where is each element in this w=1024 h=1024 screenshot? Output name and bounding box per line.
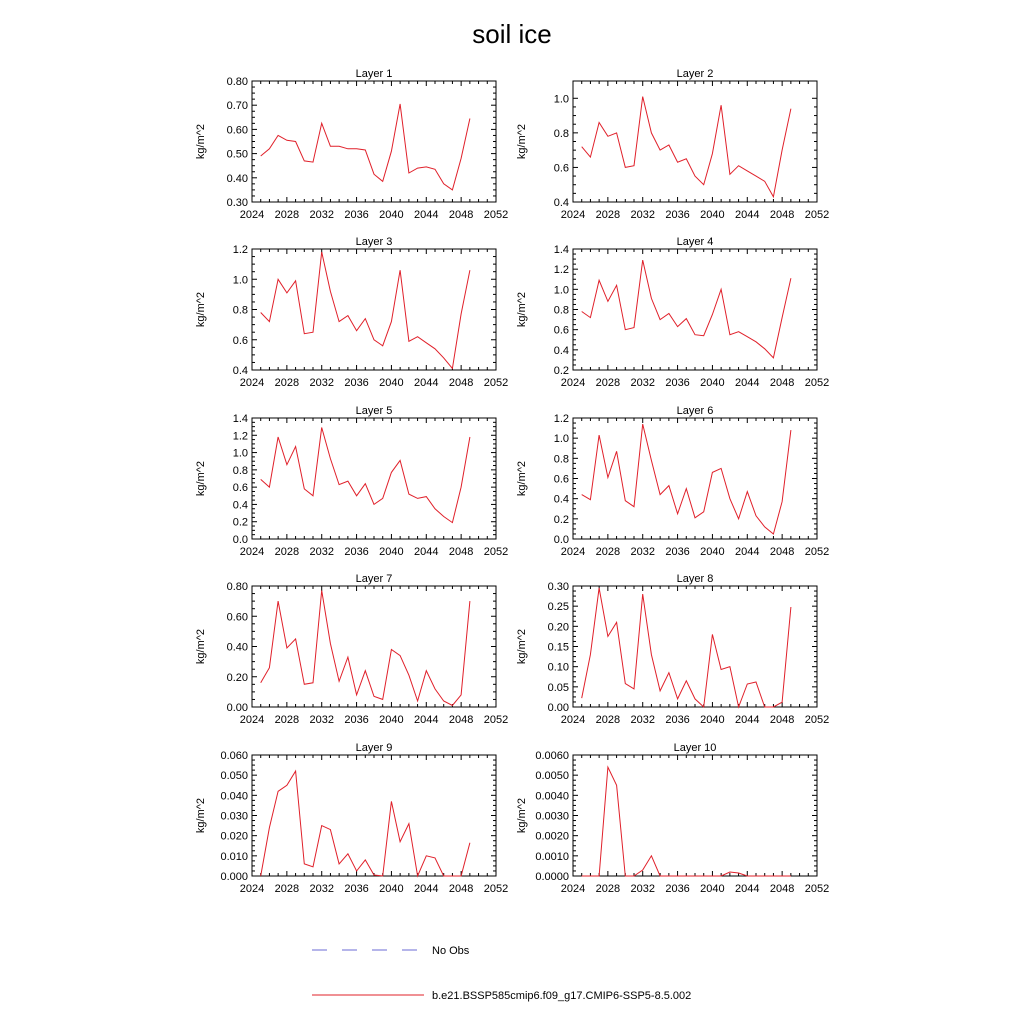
layer-9-xtick-label: 2036 (344, 883, 369, 895)
layer-6-ytick-label: 1.0 (553, 433, 569, 446)
layer-8-xtick-label: 2048 (769, 714, 795, 726)
layer-5-ytick-label: 1.0 (232, 447, 248, 460)
layer-1-xtick-label: 2024 (239, 209, 265, 221)
layer-7-xtick-label: 2052 (483, 714, 509, 726)
layer-9-ytick-label: 0.060 (220, 750, 248, 762)
layer-6-ytick-label: 0.6 (553, 473, 569, 486)
layer-10-xtick-label: 2032 (630, 883, 655, 895)
layer-10-xtick-label: 2048 (769, 883, 795, 895)
layer-10-ylabel: kg/m^2 (516, 797, 528, 834)
legend-no-obs-label: No Obs (432, 945, 470, 957)
layer-5-ytick-label: 0.8 (232, 464, 248, 477)
layer-9-ytick-label: 0.010 (220, 850, 248, 863)
layer-9-ytick-label: 0.020 (220, 830, 248, 843)
layer-4-ytick-label: 1.2 (553, 264, 569, 277)
layer-7-ytick-label: 0.60 (226, 611, 248, 624)
layer-8-xtick-label: 2024 (560, 714, 586, 726)
layer-8-xtick-label: 2040 (700, 714, 725, 726)
layer-10-xtick-label: 2028 (595, 883, 621, 895)
layer-7-xtick-label: 2044 (414, 714, 439, 726)
layer-4-xtick-label: 2048 (769, 377, 795, 389)
layer-1-ytick-label: 0.40 (226, 172, 248, 185)
layer-9-ytick-label: 0.040 (220, 790, 248, 803)
layer-7-xtick-label: 2040 (379, 714, 404, 726)
layer-10-xtick-label: 2044 (735, 883, 760, 895)
layer-8-ytick-label: 0.20 (547, 621, 569, 634)
figure-title: soil ice (472, 19, 552, 49)
layer-2-xtick-label: 2052 (804, 209, 830, 221)
layer-6-xtick-label: 2036 (665, 546, 690, 558)
layer-5-xtick-label: 2044 (414, 546, 439, 558)
layer-9-xtick-label: 2052 (483, 883, 509, 895)
layer-6-xtick-label: 2052 (804, 546, 830, 558)
layer-3-xtick-label: 2024 (239, 377, 265, 389)
layer-9-title: Layer 9 (355, 742, 393, 754)
layer-10-ytick-label: 0.0050 (535, 770, 569, 783)
layer-8-xtick-label: 2044 (735, 714, 760, 726)
layer-8-xtick-label: 2036 (665, 714, 690, 726)
layer-4-ytick-label: 1.4 (553, 244, 569, 256)
layer-8-ytick-label: 0.15 (547, 641, 569, 654)
layer-5-xtick-label: 2040 (379, 546, 404, 558)
layer-7-ytick-label: 0.00 (226, 702, 248, 714)
legend-model-label: b.e21.BSSP585cmip6.f09_g17.CMIP6-SSP5-8.5.002 (432, 990, 692, 1002)
layer-3-ytick-label: 0.4 (232, 365, 248, 377)
layer-8-xtick-label: 2028 (595, 714, 621, 726)
layer-3-ytick-label: 0.6 (232, 334, 248, 347)
layer-1-title: Layer 1 (355, 68, 393, 80)
layer-6-xtick-label: 2048 (769, 546, 795, 558)
layer-1-ytick-label: 0.50 (226, 148, 248, 161)
layer-8-ytick-label: 0.30 (547, 581, 569, 593)
layer-5-ytick-label: 0.4 (232, 499, 248, 512)
layer-6-ytick-label: 1.2 (553, 413, 569, 425)
layer-6-xtick-label: 2044 (735, 546, 760, 558)
layer-9-ytick-label: 0.030 (220, 810, 248, 823)
layer-6-xtick-label: 2024 (560, 546, 586, 558)
layer-8-xtick-label: 2052 (804, 714, 830, 726)
layer-9-ytick-label: 0.000 (220, 871, 248, 883)
layer-6-xtick-label: 2040 (700, 546, 725, 558)
layer-7-xtick-label: 2028 (274, 714, 300, 726)
layer-4-xtick-label: 2024 (560, 377, 586, 389)
layer-10-xtick-label: 2040 (700, 883, 725, 895)
layer-8-ytick-label: 0.25 (547, 601, 569, 614)
layer-5-xtick-label: 2036 (344, 546, 369, 558)
layer-4-ylabel: kg/m^2 (516, 291, 528, 328)
layer-3-ylabel: kg/m^2 (195, 291, 207, 328)
layer-2-ytick-label: 0.8 (553, 127, 569, 140)
layer-1-xtick-label: 2028 (274, 209, 300, 221)
layer-3-ytick-label: 0.8 (232, 304, 248, 317)
layer-1-ylabel: kg/m^2 (195, 123, 207, 160)
layer-2-ytick-label: 1.0 (553, 93, 569, 106)
layer-3-ytick-label: 1.2 (232, 244, 248, 256)
layer-9-ylabel: kg/m^2 (195, 797, 207, 834)
layer-3-xtick-label: 2040 (379, 377, 404, 389)
layer-5-xtick-label: 2024 (239, 546, 265, 558)
layer-5-xtick-label: 2028 (274, 546, 300, 558)
layer-9-xtick-label: 2040 (379, 883, 404, 895)
layer-4-title: Layer 4 (676, 236, 714, 248)
layer-5-xtick-label: 2032 (309, 546, 334, 558)
layer-8-xtick-label: 2032 (630, 714, 655, 726)
layer-8-ylabel: kg/m^2 (516, 628, 528, 665)
layer-1-ytick-label: 0.80 (226, 76, 248, 88)
layer-7-xtick-label: 2036 (344, 714, 369, 726)
layer-7-ylabel: kg/m^2 (195, 628, 207, 665)
layer-2-xtick-label: 2048 (769, 209, 795, 221)
layer-6-ytick-label: 0.8 (553, 453, 569, 466)
layer-3-xtick-label: 2032 (309, 377, 334, 389)
layer-7-ytick-label: 0.40 (226, 641, 248, 654)
layer-4-ytick-label: 1.0 (553, 284, 569, 297)
layer-10-xtick-label: 2024 (560, 883, 586, 895)
layer-8-title: Layer 8 (676, 573, 714, 585)
layer-1-xtick-label: 2052 (483, 209, 509, 221)
layer-8-ytick-label: 0.00 (547, 702, 569, 714)
layer-5-ytick-label: 0.2 (232, 516, 248, 529)
layer-3-xtick-label: 2048 (448, 377, 474, 389)
layer-2-ytick-label: 0.6 (553, 162, 569, 175)
layer-3-xtick-label: 2052 (483, 377, 509, 389)
layer-6-title: Layer 6 (676, 405, 714, 417)
layer-7-ytick-label: 0.20 (226, 671, 248, 684)
layer-2-ylabel: kg/m^2 (516, 123, 528, 160)
layer-5-ytick-label: 1.2 (232, 430, 248, 443)
layer-9-xtick-label: 2024 (239, 883, 265, 895)
layer-4-xtick-label: 2052 (804, 377, 830, 389)
layer-1-xtick-label: 2032 (309, 209, 334, 221)
layer-4-ytick-label: 0.8 (553, 304, 569, 317)
layer-2-xtick-label: 2040 (700, 209, 725, 221)
layer-1-xtick-label: 2044 (414, 209, 439, 221)
layer-9-xtick-label: 2048 (448, 883, 474, 895)
layer-3-xtick-label: 2044 (414, 377, 439, 389)
layer-10-ytick-label: 0.0020 (535, 830, 569, 843)
layer-7-xtick-label: 2024 (239, 714, 265, 726)
layer-8-ytick-label: 0.10 (547, 661, 569, 674)
layer-5-xtick-label: 2052 (483, 546, 509, 558)
layer-10-ytick-label: 0.0060 (535, 750, 569, 762)
layer-7-xtick-label: 2048 (448, 714, 474, 726)
layer-3-xtick-label: 2036 (344, 377, 369, 389)
layer-4-xtick-label: 2036 (665, 377, 690, 389)
layer-5-ytick-label: 1.4 (232, 413, 248, 425)
layer-4-ytick-label: 0.2 (553, 365, 569, 377)
layer-7-xtick-label: 2032 (309, 714, 334, 726)
layer-3-ytick-label: 1.0 (232, 274, 248, 287)
layer-5-ytick-label: 0.0 (232, 534, 248, 546)
layer-10-ytick-label: 0.0000 (535, 871, 569, 883)
layer-6-ylabel: kg/m^2 (516, 460, 528, 497)
layer-9-xtick-label: 2032 (309, 883, 334, 895)
layer-10-title: Layer 10 (673, 742, 717, 754)
layer-2-xtick-label: 2028 (595, 209, 621, 221)
layer-2-xtick-label: 2032 (630, 209, 655, 221)
layer-2-xtick-label: 2024 (560, 209, 586, 221)
layer-10-xtick-label: 2052 (804, 883, 830, 895)
layer-2-xtick-label: 2036 (665, 209, 690, 221)
layer-10-ytick-label: 0.0040 (535, 790, 569, 803)
layer-4-xtick-label: 2040 (700, 377, 725, 389)
layer-10-ytick-label: 0.0030 (535, 810, 569, 823)
layer-2-xtick-label: 2044 (735, 209, 760, 221)
layer-10-ytick-label: 0.0010 (535, 850, 569, 863)
layer-3-title: Layer 3 (355, 236, 393, 248)
layer-6-ytick-label: 0.2 (553, 513, 569, 526)
layer-2-ytick-label: 0.4 (553, 197, 569, 209)
layer-7-ytick-label: 0.80 (226, 581, 248, 593)
layer-9-xtick-label: 2028 (274, 883, 300, 895)
layer-4-xtick-label: 2044 (735, 377, 760, 389)
layer-6-xtick-label: 2028 (595, 546, 621, 558)
layer-5-xtick-label: 2048 (448, 546, 474, 558)
layer-1-ytick-label: 0.60 (226, 124, 248, 137)
layer-7-title: Layer 7 (355, 573, 393, 585)
layer-1-ytick-label: 0.70 (226, 100, 248, 113)
layer-1-xtick-label: 2036 (344, 209, 369, 221)
layer-3-xtick-label: 2028 (274, 377, 300, 389)
layer-5-ytick-label: 0.6 (232, 482, 248, 495)
layer-6-ytick-label: 0.4 (553, 493, 569, 506)
layer-1-ytick-label: 0.30 (226, 197, 248, 209)
layer-5-ylabel: kg/m^2 (195, 460, 207, 497)
layer-4-ytick-label: 0.6 (553, 324, 569, 337)
layer-1-xtick-label: 2040 (379, 209, 404, 221)
layer-4-xtick-label: 2032 (630, 377, 655, 389)
layer-10-xtick-label: 2036 (665, 883, 690, 895)
layer-8-ytick-label: 0.05 (547, 681, 569, 694)
layer-4-ytick-label: 0.4 (553, 344, 569, 357)
layer-1-xtick-label: 2048 (448, 209, 474, 221)
layer-6-xtick-label: 2032 (630, 546, 655, 558)
layer-6-ytick-label: 0.0 (553, 534, 569, 546)
layer-9-xtick-label: 2044 (414, 883, 439, 895)
layer-9-ytick-label: 0.050 (220, 770, 248, 783)
layer-5-title: Layer 5 (355, 405, 393, 417)
layer-2-title: Layer 2 (676, 68, 714, 80)
layer-4-xtick-label: 2028 (595, 377, 621, 389)
